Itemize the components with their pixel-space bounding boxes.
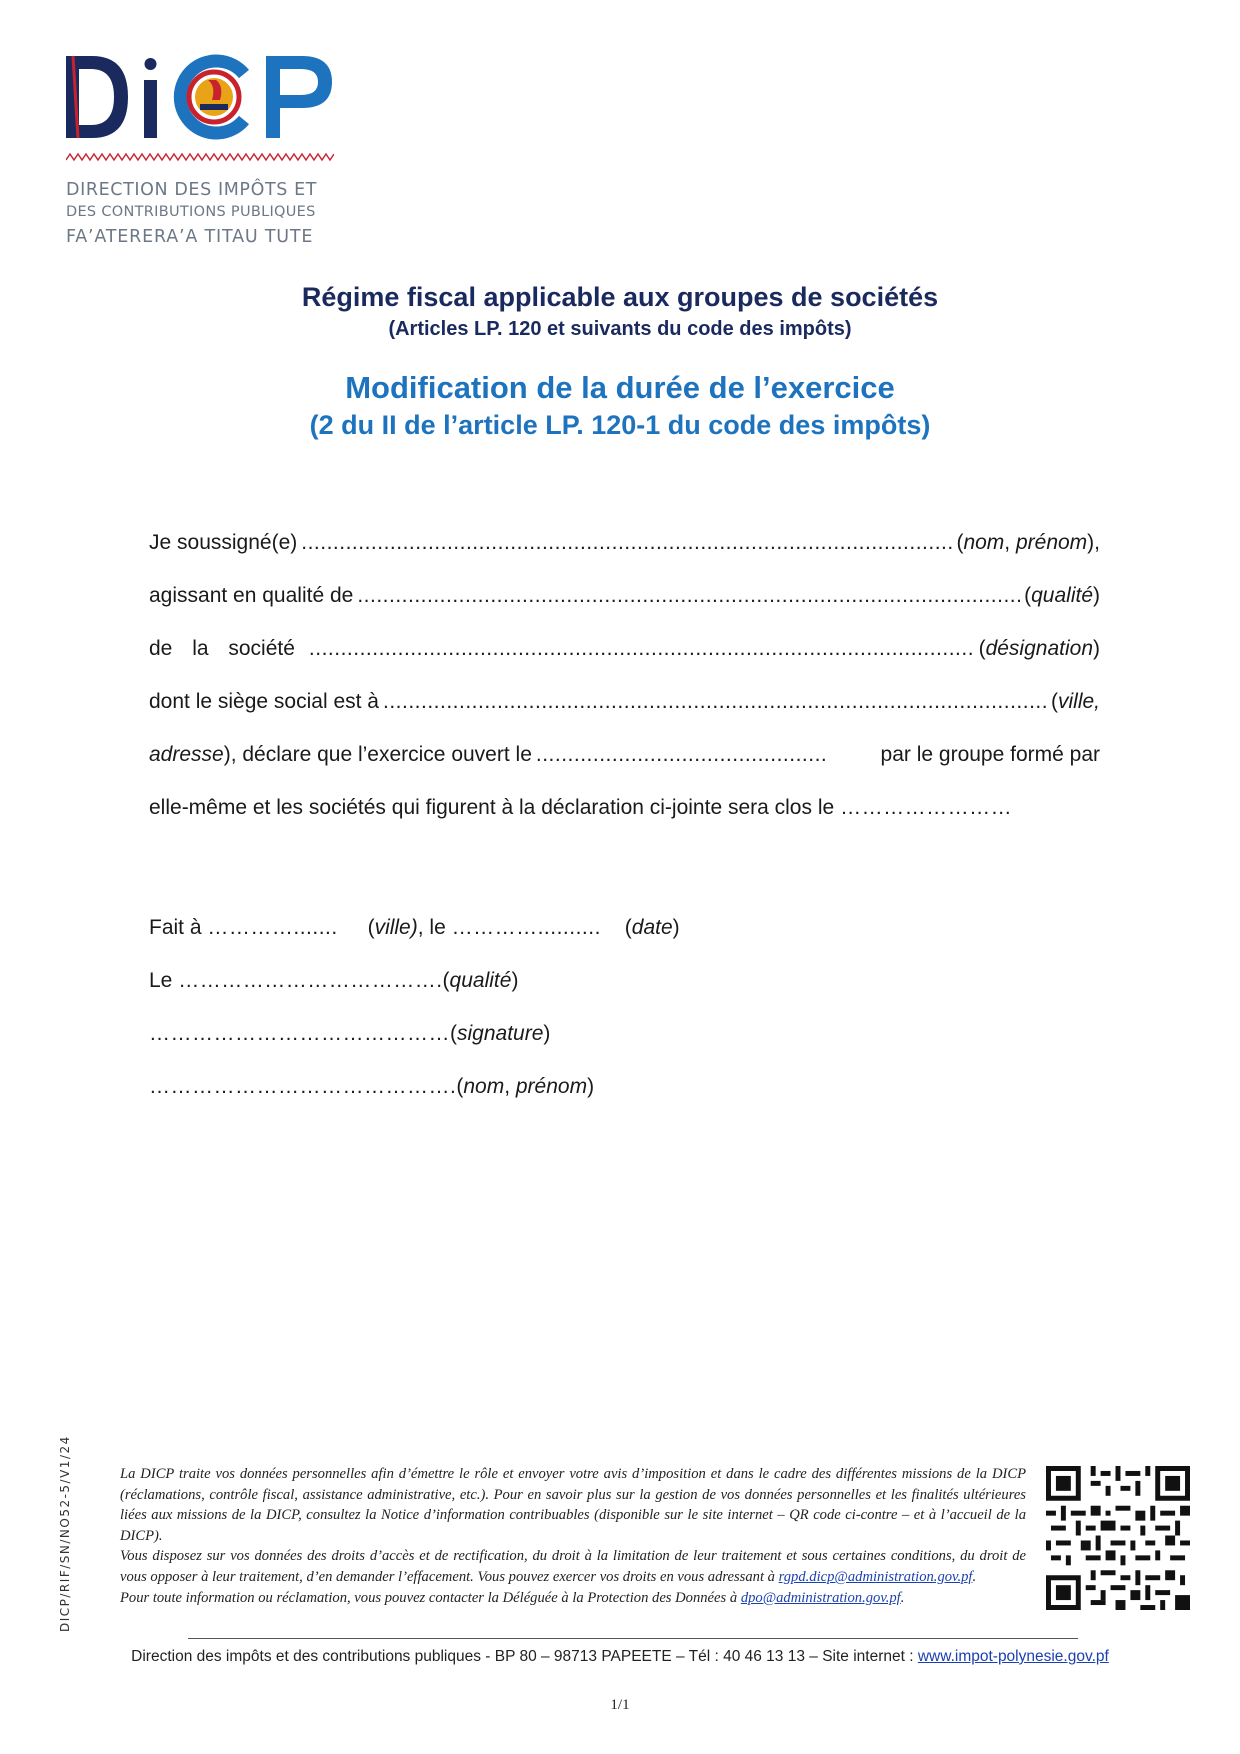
fill-in-date-cloture[interactable]: ……………………	[840, 796, 1013, 819]
fill-in-societe[interactable]	[309, 637, 975, 661]
form-line-cloture	[149, 796, 1100, 820]
signature-qualite: Le ……………………………….(qualité)	[149, 969, 519, 992]
hint-prenom: prénom	[1015, 531, 1088, 554]
fill-in-sig-qualite[interactable]: ……………………………….	[178, 969, 443, 992]
dpo-email-link[interactable]: dpo@administration.gov.pf	[740, 1589, 901, 1606]
footer-divider	[188, 1638, 1078, 1639]
form-line-name: Je soussigné(e) ..... (nom, prénom),	[149, 531, 1100, 555]
document-title: Régime fiscal applicable aux groupes de sociétés	[301, 282, 939, 312]
label-le-qualite: Le	[149, 969, 173, 992]
dicp-logo-mark	[66, 52, 346, 142]
signature-nom: …………………………………….(nom, prénom)	[149, 1075, 595, 1098]
privacy-paragraph-2: Vous disposez sur vos données des droits d’accès et de rectification, du droit à la limitation de leur traitement et sous certaines conditions, du droit de vous opposer à leur traitement, d’en demander l’effacement. Vous pouvez exercer vos droits en vous adressant à rgpd.dicp@administration.gov.pf.	[120, 1548, 1026, 1585]
privacy-notice	[120, 1464, 1026, 1608]
label-societe: de la société	[149, 637, 295, 660]
form-line-qualite: agissant en qualité de ..... (qualité)	[149, 584, 1100, 608]
decorative-pattern	[66, 152, 334, 162]
label-groupe: par le groupe formé par	[880, 743, 1100, 766]
qr-code-icon[interactable]	[1046, 1466, 1190, 1610]
hint-adresse: adresse	[149, 743, 224, 766]
label-qualite: agissant en qualité de	[149, 584, 354, 607]
form-title: Modification de la durée de l’exercice	[345, 370, 895, 405]
privacy-rights-text: Vous disposez sur vos données des droits d’accès et de rectification, du droit à la limitation de leur traitement et sous certaines conditions, du droit de vous opposer à leur traitement, d’en demander l’effacement. Vous pouvez exercer vos droits en vous adressant à	[120, 1548, 1026, 1585]
hint-ville-sig: ville)	[374, 916, 418, 939]
form-line-societe: de la société ..... (désignation)	[149, 637, 1100, 661]
document-subtitle: (Articles LP. 120 et suivants du code des impôts)	[388, 318, 852, 340]
label-soussigne: Je soussigné(e)	[149, 531, 298, 554]
dicp-logo	[66, 52, 346, 247]
fill-in-siege[interactable]	[383, 690, 1047, 714]
hint-sig-qualite: qualité	[449, 969, 512, 992]
fill-in-signature[interactable]: ……………………………………	[149, 1022, 450, 1045]
rgpd-email-link[interactable]: rgpd.dicp@administration.gov.pf	[778, 1568, 973, 1585]
hint-ville: ville,	[1057, 690, 1100, 713]
form-subtitle: (2 du II de l’article LP. 120-1 du code des impôts)	[309, 410, 931, 440]
page-number: 1/1	[610, 1697, 630, 1713]
privacy-paragraph-3: Pour toute information ou réclamation, vous pouvez contacter la Déléguée à la Protection des Données à dpo@administration.gov.pf.	[120, 1589, 905, 1606]
form-line-siege: dont le siège social est à ..... (ville,	[149, 690, 1100, 714]
label-le: , le	[417, 916, 446, 939]
hint-designation: désignation	[985, 637, 1093, 660]
footer-address: Direction des impôts et des contributions publiques - BP 80 – 98713 PAPEETE – Tél : 40 46 13 13 – Site internet :	[131, 1648, 914, 1665]
hint-nom: nom	[963, 531, 1005, 554]
hint-sig-prenom: prénom	[515, 1075, 588, 1098]
privacy-contact-text: Pour toute information ou réclamation, vous pouvez contacter la Déléguée à la Protection des Données à	[120, 1589, 738, 1606]
fill-in-qualite[interactable]	[357, 584, 1020, 608]
signature-signature: ……………………………………(signature)	[149, 1022, 551, 1045]
hint-sig-nom: nom	[463, 1075, 505, 1098]
label-fait-a: Fait à	[149, 916, 202, 939]
label-declare: ), déclare que l’exercice ouvert le	[223, 743, 532, 766]
fill-in-name[interactable]	[301, 531, 952, 555]
fill-in-date[interactable]: …………..........	[451, 916, 601, 939]
label-siege: dont le siège social est à	[149, 690, 379, 713]
logo-tagline-2: DES CONTRIBUTIONS PUBLIQUES	[66, 204, 316, 220]
fill-in-ville[interactable]: ………….......	[207, 916, 338, 939]
fill-in-date-ouverture[interactable]	[536, 743, 826, 767]
hint-date: date	[631, 916, 673, 939]
form-line-exercice	[149, 743, 1100, 767]
hint-signature: signature	[457, 1022, 544, 1045]
signature-place-date: Fait à …………....... (ville), le ………….......... (date)	[149, 916, 680, 939]
website-link[interactable]: www.impot-polynesie.gov.pf	[917, 1648, 1109, 1665]
logo-tagline-1: DIRECTION DES IMPÔTS ET	[66, 180, 318, 200]
hint-qualite: qualité	[1031, 584, 1093, 607]
logo-tagline-3: FA’ATERERA’A TITAU TUTE	[66, 227, 314, 247]
fill-in-sig-nom[interactable]: …………………………………….	[149, 1075, 457, 1098]
label-clos: elle-même et les sociétés qui figurent à la déclaration ci-jointe sera clos le	[149, 796, 835, 819]
privacy-paragraph-1: La DICP traite vos données personnelles afin d’émettre le rôle et envoyer votre avis d’imposition et dans le cadre des différentes missions de la DICP (réclamations, contrôle fiscal, assistance administrative, etc.). Pour en savoir plus sur la gestion de vos données personnelles et les finalités ultérieures liées aux missions de la DICP, consultez la Notice d’information contribuables (disponible sur le site internet – QR code ci-contre – et à l’accueil de la DICP).	[120, 1466, 1026, 1544]
form-reference-code: DICP/RIF/SN/NO52-5/V1/24	[58, 1435, 72, 1632]
footer-contact	[0, 1648, 1240, 1666]
